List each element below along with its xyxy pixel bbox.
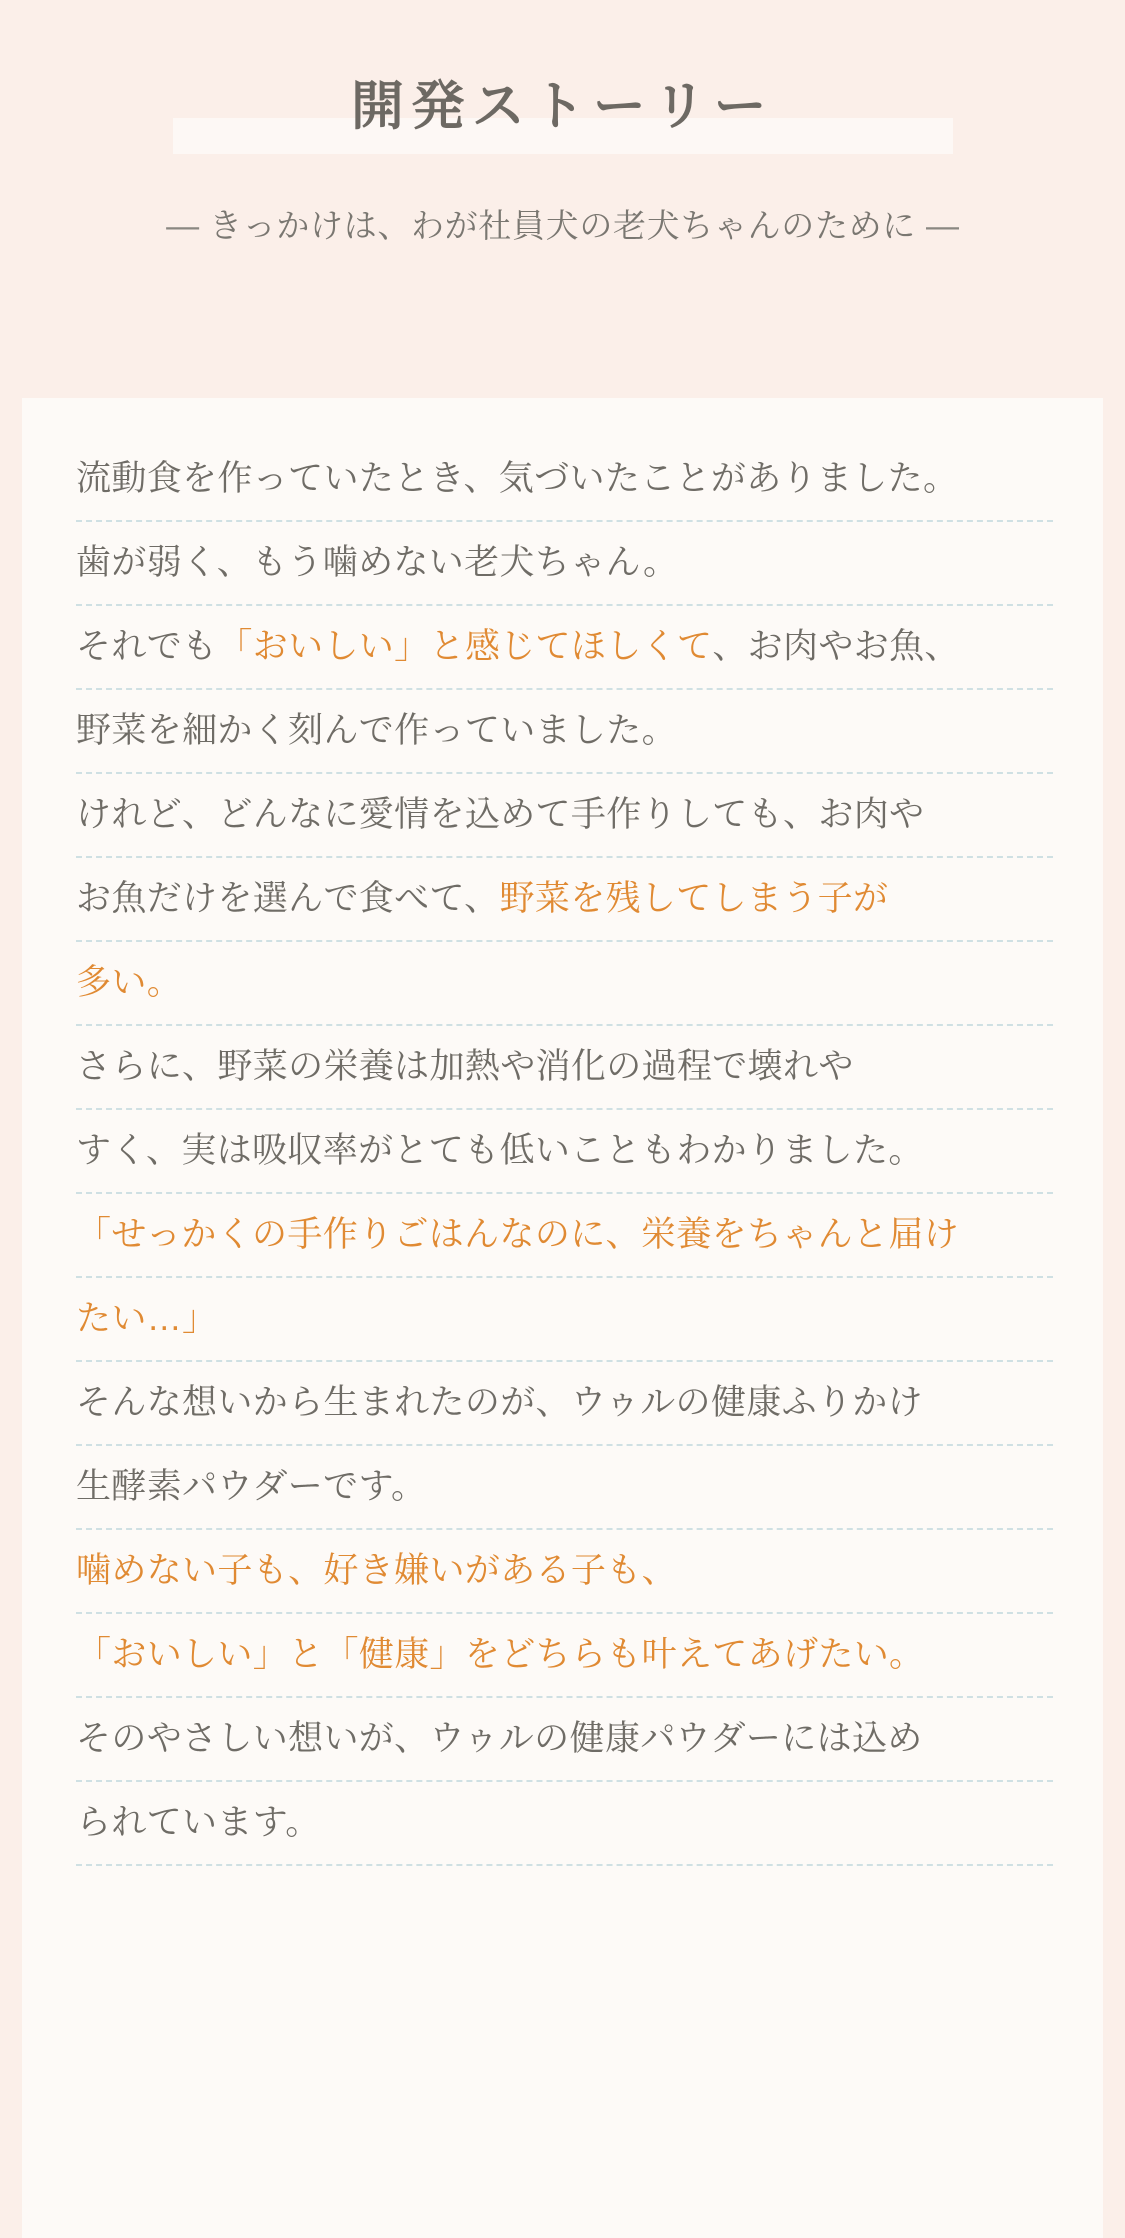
story-line: [76, 1362, 1053, 1446]
story-line: [76, 606, 1053, 690]
story-text-accent: 野菜を残してしまう子が: [499, 878, 889, 918]
story-text: そのやさしい想いが、ウゥルの健康パウダーには込め: [76, 1718, 923, 1758]
story-line: [76, 522, 1053, 606]
story-line: [76, 942, 1053, 1026]
story-text: 生酵素パウダーです。: [76, 1466, 427, 1506]
page-subtitle: [0, 206, 1125, 246]
story-text-accent: 多い。: [76, 962, 183, 1002]
story-line: [76, 1698, 1053, 1782]
story-line: [76, 1446, 1053, 1530]
story-line-list: [76, 438, 1053, 1866]
story-line: [76, 1530, 1053, 1614]
story-text-accent: 「おいしい」と感じてほしくて: [217, 626, 713, 666]
subtitle-text: きっかけは、わが社員犬の老犬ちゃんのために: [209, 207, 916, 244]
story-text: られています。: [76, 1802, 321, 1842]
story-text: さらに、野菜の栄養は加熱や消化の過程で壊れや: [76, 1046, 854, 1086]
subtitle-dash-left: —: [166, 207, 200, 244]
story-line: [76, 1278, 1053, 1362]
story-line: [76, 690, 1053, 774]
story-line: [76, 1614, 1053, 1698]
story-text: お魚だけを選んで食べて、: [76, 878, 500, 918]
subtitle-dash-right: —: [925, 207, 959, 244]
story-text-accent: 「せっかくの手作りごはんなのに、栄養をちゃんと届け: [76, 1214, 960, 1254]
story-line: [76, 1194, 1053, 1278]
story-line: [76, 438, 1053, 522]
story-text-accent: 「おいしい」と「健康」をどちらも叶えてあげたい。: [76, 1634, 925, 1674]
story-line: [76, 774, 1053, 858]
story-text-accent: たい…」: [76, 1298, 218, 1338]
story-line: [76, 1026, 1053, 1110]
story-text: 流動食を作っていたとき、気づいたことがありました。: [76, 458, 959, 498]
page-title: 開発ストーリー: [351, 77, 774, 136]
story-text: 、お肉やお魚、: [712, 626, 960, 666]
story-card: [22, 398, 1103, 2238]
page-title-block: [0, 0, 1125, 136]
story-text: 歯が弱く、もう噛めない老犬ちゃん。: [76, 542, 679, 582]
story-line: [76, 1782, 1053, 1866]
story-text: それでも: [76, 626, 218, 666]
story-text: すく、実は吸収率がとても低いこともわかりました。: [76, 1130, 924, 1170]
story-line: [76, 1110, 1053, 1194]
story-text: そんな想いから生まれたのが、ウゥルの健康ふりかけ: [76, 1382, 924, 1422]
story-text-accent: 噛めない子も、好き嫌いがある子も、: [76, 1550, 677, 1590]
story-line: [76, 858, 1053, 942]
card-bottom-space: [76, 1866, 1053, 1906]
story-text: 野菜を細かく刻んで作っていました。: [76, 710, 677, 750]
story-text: けれど、どんなに愛情を込めて手作りしても、お肉や: [76, 794, 925, 834]
